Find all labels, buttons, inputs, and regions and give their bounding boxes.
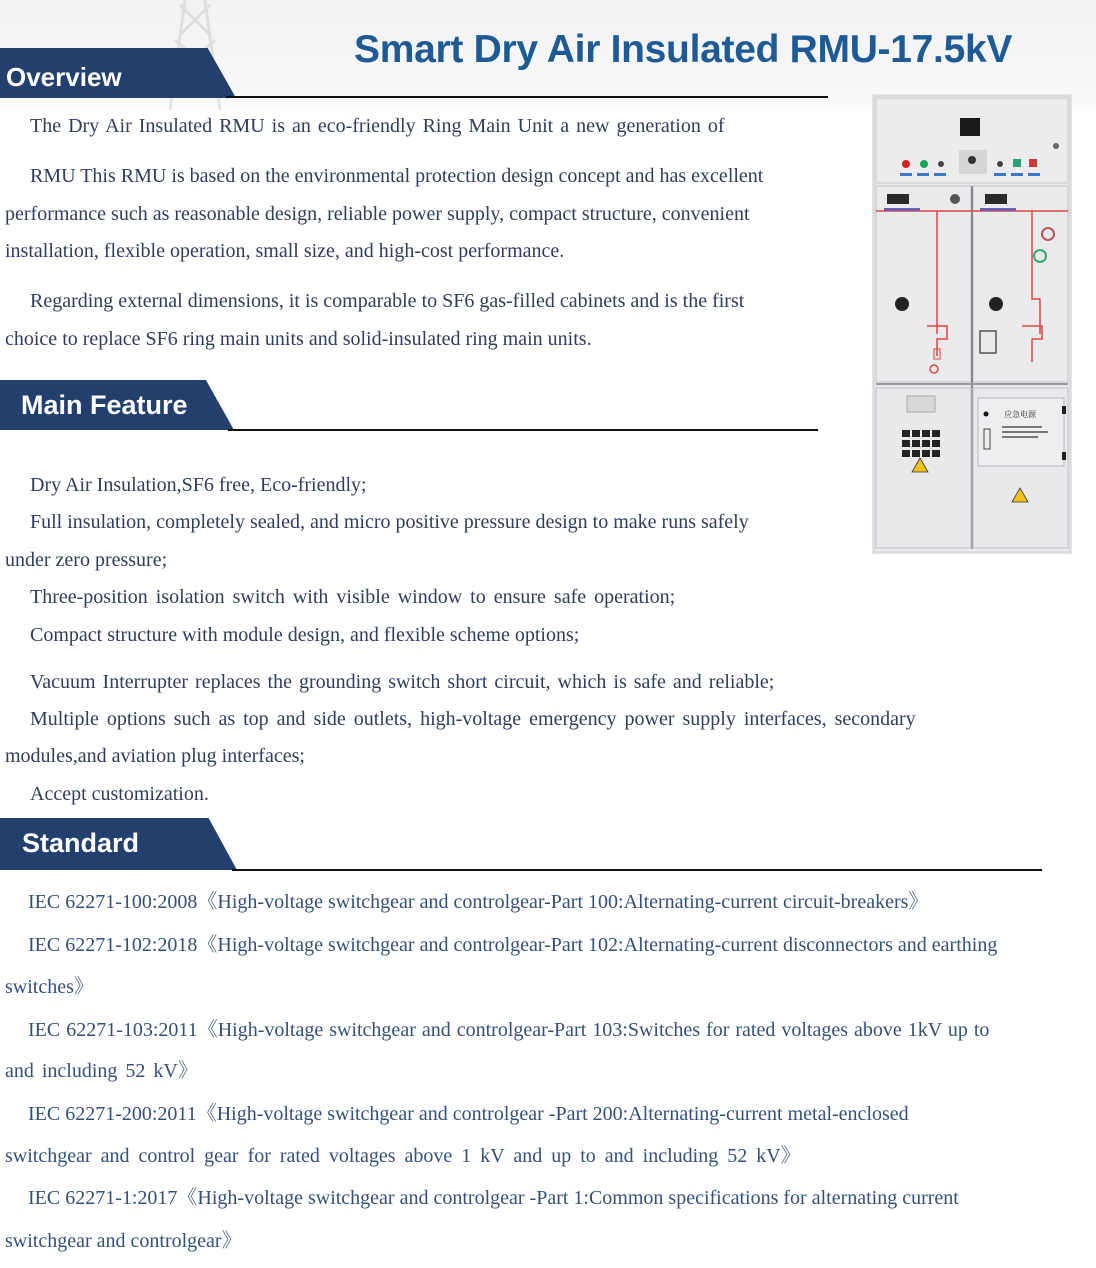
standard-section-header <box>0 818 1046 868</box>
standard-item: IEC 62271-1:2017《High-voltage switchgear and controlgear -Part 1:Common specifications for alternating current <box>28 1187 959 1209</box>
standard-item: IEC 62271-102:2018《High-voltage switchgear and controlgear-Part 102:Alternating-current disconnectors and earthing <box>28 934 998 956</box>
emergency-power-label: 应急电源 <box>1004 410 1036 419</box>
feature-item: Dry Air Insulation,SF6 free, Eco-friendly; <box>30 474 367 496</box>
feature-item: Compact structure with module design, and flexible scheme options; <box>30 624 580 646</box>
feature-item: Vacuum Interrupter replaces the grounding switch short circuit, which is safe and reliable; <box>30 671 775 693</box>
standard-heading: Standard <box>22 827 140 858</box>
section-divider <box>228 429 818 431</box>
overview-section-header <box>0 48 830 98</box>
standard-item: IEC 62271-200:2011《High-voltage switchgear and controlgear -Part 200:Alternating-current metal-enclosed <box>28 1103 909 1125</box>
feature-item: modules,and aviation plug interfaces; <box>5 745 305 767</box>
overview-line: choice to replace SF6 ring main units and solid-insulated ring main units. <box>5 328 592 350</box>
feature-item: Multiple options such as top and side outlets, high-voltage emergency power supply interfaces, secondary <box>30 708 916 730</box>
overview-line: installation, flexible operation, small size, and high-cost performance. <box>5 240 565 262</box>
standard-item: IEC 62271-103:2011《High-voltage switchgear and controlgear-Part 103:Switches for rated voltages above 1kV up to <box>28 1019 990 1041</box>
green-indicator-icon <box>920 160 928 168</box>
meter-display <box>960 118 980 136</box>
overview-heading: Overview <box>6 61 122 92</box>
standard-item: switchgear and control gear for rated voltages above 1 kV and up to and including 52 kV》 <box>5 1145 801 1167</box>
feature-item: Full insulation, completely sealed, and micro positive pressure design to make runs safely <box>30 511 749 533</box>
standard-item: IEC 62271-100:2008《High-voltage switchgear and controlgear-Part 100:Alternating-current circuit-breakers》 <box>28 891 929 913</box>
overview-line: performance such as reasonable design, reliable power supply, compact structure, convenient <box>5 203 750 225</box>
page-title: Smart Dry Air Insulated RMU-17.5kV <box>354 28 1013 71</box>
rmu-cabinet-image <box>872 94 1072 554</box>
red-indicator-icon <box>902 160 910 168</box>
feature-item: Accept customization. <box>30 783 209 805</box>
feature-item: Three-position isolation switch with visible window to ensure safe operation; <box>30 586 676 608</box>
main-feature-heading: Main Feature <box>21 389 188 420</box>
overview-line: Regarding external dimensions, it is comparable to SF6 gas-filled cabinets and is the first <box>30 290 745 312</box>
standard-item: switchgear and controlgear》 <box>5 1230 242 1252</box>
overview-line: The Dry Air Insulated RMU is an eco-friendly Ring Main Unit a new generation of <box>30 115 725 137</box>
section-divider <box>226 96 828 98</box>
indicator-window-icon <box>895 297 909 311</box>
overview-line: RMU This RMU is based on the environmental protection design concept and has excellent <box>30 165 764 187</box>
section-divider <box>232 869 1042 871</box>
main-feature-section-header <box>0 380 820 430</box>
feature-item: under zero pressure; <box>5 549 168 571</box>
standard-item: and including 52 kV》 <box>5 1060 198 1082</box>
standard-item: switches》 <box>5 976 94 998</box>
